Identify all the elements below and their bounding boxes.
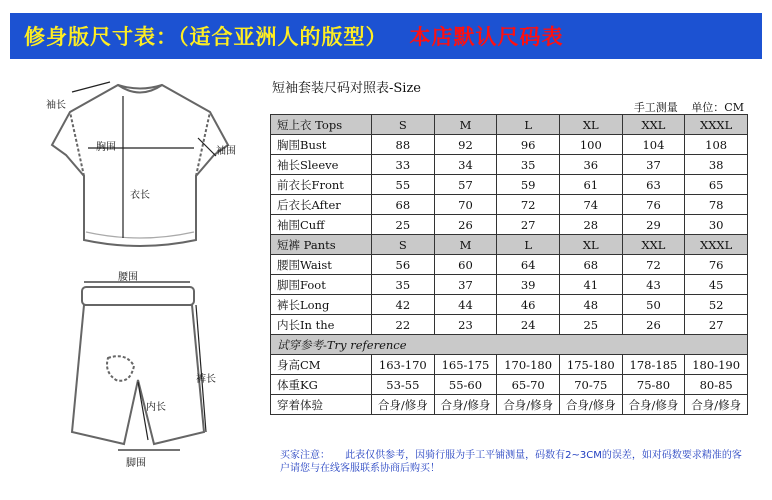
foot-circumference-label: 脚围	[126, 458, 146, 469]
tops-section-header: 短上衣 Tops	[271, 115, 372, 135]
size-value-cell: 46	[497, 295, 560, 315]
reference-header-row	[271, 335, 748, 355]
size-value-cell: 104	[622, 135, 685, 155]
table-row	[271, 135, 748, 155]
size-header-cell: L	[497, 235, 560, 255]
reference-value-cell: 170-180	[497, 355, 560, 375]
size-value-cell: 100	[559, 135, 622, 155]
row-label: 前衣长Front	[271, 175, 372, 195]
note-text: 此表仅供参考，因骑行服为手工平铺测量，码数有2~3CM的误差，如对码数要求精准的客户请您与在线客服联系协商后购买！	[280, 450, 742, 474]
size-value-cell: 65	[685, 175, 748, 195]
table-row	[271, 375, 748, 395]
size-value-cell: 92	[434, 135, 497, 155]
row-label: 腰围Waist	[271, 255, 372, 275]
size-value-cell: 56	[372, 255, 435, 275]
row-label: 袖围Cuff	[271, 215, 372, 235]
row-label: 脚围Foot	[271, 275, 372, 295]
size-header-cell: M	[434, 115, 497, 135]
row-label: 裤长Long	[271, 295, 372, 315]
size-value-cell: 36	[559, 155, 622, 175]
reference-value-cell: 合身/修身	[497, 395, 560, 415]
size-value-cell: 96	[497, 135, 560, 155]
size-value-cell: 52	[685, 295, 748, 315]
jersey-measure-lines	[72, 82, 216, 238]
reference-value-cell: 175-180	[559, 355, 622, 375]
reference-value-cell: 55-60	[434, 375, 497, 395]
reference-value-cell: 180-190	[685, 355, 748, 375]
table-row	[271, 195, 748, 215]
shorts-measure-lines	[84, 282, 206, 450]
inseam-label: 内长	[146, 402, 166, 413]
size-header-cell: S	[372, 115, 435, 135]
size-value-cell: 76	[622, 195, 685, 215]
table-title: 短袖套装尺码对照表-Size	[272, 81, 421, 96]
shorts-illustration	[72, 287, 204, 444]
size-header-cell: XL	[559, 115, 622, 135]
reference-value-cell: 165-175	[434, 355, 497, 375]
banner-shop-text: 本店默认尺码表	[409, 25, 564, 49]
size-value-cell: 61	[559, 175, 622, 195]
chest-label: 胸围	[96, 142, 116, 153]
size-value-cell: 35	[497, 155, 560, 175]
pants-header-row	[271, 235, 748, 255]
size-value-cell: 50	[622, 295, 685, 315]
size-value-cell: 68	[559, 255, 622, 275]
measure-info	[624, 99, 744, 115]
banner-title: 修身版尺寸表：（适合亚洲人的版型）	[24, 25, 388, 49]
tops-header-row	[271, 115, 748, 135]
table-row	[271, 175, 748, 195]
size-value-cell: 57	[434, 175, 497, 195]
size-value-cell: 42	[372, 295, 435, 315]
reference-value-cell: 合身/修身	[685, 395, 748, 415]
size-header-cell: XL	[559, 235, 622, 255]
size-value-cell: 88	[372, 135, 435, 155]
reference-value-cell: 75-80	[622, 375, 685, 395]
table-row	[271, 355, 748, 375]
cuff-label: 袖围	[216, 146, 236, 157]
reference-value-cell: 163-170	[372, 355, 435, 375]
table-row	[271, 155, 748, 175]
size-header-cell: S	[372, 235, 435, 255]
size-value-cell: 38	[685, 155, 748, 175]
size-value-cell: 60	[434, 255, 497, 275]
size-value-cell: 108	[685, 135, 748, 155]
body-length-label: 衣长	[130, 190, 150, 201]
size-value-cell: 68	[372, 195, 435, 215]
size-value-cell: 29	[622, 215, 685, 235]
pants-section-header: 短裤 Pants	[271, 235, 372, 255]
size-value-cell: 37	[622, 155, 685, 175]
unit-label: 单位：CM	[691, 101, 744, 114]
size-value-cell: 63	[622, 175, 685, 195]
jersey-illustration	[52, 85, 228, 246]
size-value-cell: 23	[434, 315, 497, 335]
table-row	[271, 315, 748, 335]
size-value-cell: 25	[559, 315, 622, 335]
size-value-cell: 78	[685, 195, 748, 215]
size-value-cell: 43	[622, 275, 685, 295]
row-label: 袖长Sleeve	[271, 155, 372, 175]
size-value-cell: 59	[497, 175, 560, 195]
size-header-cell: L	[497, 115, 560, 135]
size-value-cell: 74	[559, 195, 622, 215]
size-value-cell: 28	[559, 215, 622, 235]
size-value-cell: 24	[497, 315, 560, 335]
table-row	[271, 395, 748, 415]
note-label: 买家注意：	[280, 450, 330, 461]
size-header-cell: XXL	[622, 115, 685, 135]
row-label: 胸围Bust	[271, 135, 372, 155]
size-value-cell: 26	[434, 215, 497, 235]
size-header-cell: M	[434, 235, 497, 255]
size-header-cell: XXXL	[685, 235, 748, 255]
size-value-cell: 25	[372, 215, 435, 235]
row-label: 后衣长After	[271, 195, 372, 215]
size-value-cell: 48	[559, 295, 622, 315]
size-value-cell: 72	[622, 255, 685, 275]
sleeve-length-label: 袖长	[46, 100, 66, 111]
reference-value-cell: 合身/修身	[434, 395, 497, 415]
table-row	[271, 215, 748, 235]
table-row	[271, 275, 748, 295]
measure-method: 手工测量	[633, 101, 678, 114]
pants-length-label: 裤长	[196, 374, 216, 385]
size-value-cell: 64	[497, 255, 560, 275]
reference-value-cell: 合身/修身	[622, 395, 685, 415]
row-label: 内长In the	[271, 315, 372, 335]
waist-label: 腰围	[118, 272, 138, 283]
table-row	[271, 295, 748, 315]
size-header-cell: XXL	[622, 235, 685, 255]
size-value-cell: 27	[685, 315, 748, 335]
row-label: 穿着体验	[271, 395, 372, 415]
size-value-cell: 41	[559, 275, 622, 295]
size-value-cell: 39	[497, 275, 560, 295]
size-value-cell: 34	[434, 155, 497, 175]
size-value-cell: 26	[622, 315, 685, 335]
row-label: 体重KG	[271, 375, 372, 395]
reference-value-cell: 70-75	[559, 375, 622, 395]
reference-section-header: 试穿参考-Try reference	[271, 335, 748, 355]
size-value-cell: 72	[497, 195, 560, 215]
size-value-cell: 22	[372, 315, 435, 335]
reference-value-cell: 合身/修身	[372, 395, 435, 415]
reference-value-cell: 80-85	[685, 375, 748, 395]
size-value-cell: 33	[372, 155, 435, 175]
size-value-cell: 70	[434, 195, 497, 215]
size-value-cell: 35	[372, 275, 435, 295]
size-value-cell: 45	[685, 275, 748, 295]
size-chart-table	[270, 114, 748, 415]
size-value-cell: 44	[434, 295, 497, 315]
reference-value-cell: 178-185	[622, 355, 685, 375]
buyer-note	[280, 449, 750, 475]
table-row	[271, 255, 748, 275]
reference-value-cell: 65-70	[497, 375, 560, 395]
size-value-cell: 76	[685, 255, 748, 275]
reference-value-cell: 53-55	[372, 375, 435, 395]
size-value-cell: 55	[372, 175, 435, 195]
row-label: 身高CM	[271, 355, 372, 375]
size-header-cell: XXXL	[685, 115, 748, 135]
size-value-cell: 27	[497, 215, 560, 235]
size-value-cell: 30	[685, 215, 748, 235]
size-value-cell: 37	[434, 275, 497, 295]
reference-value-cell: 合身/修身	[559, 395, 622, 415]
